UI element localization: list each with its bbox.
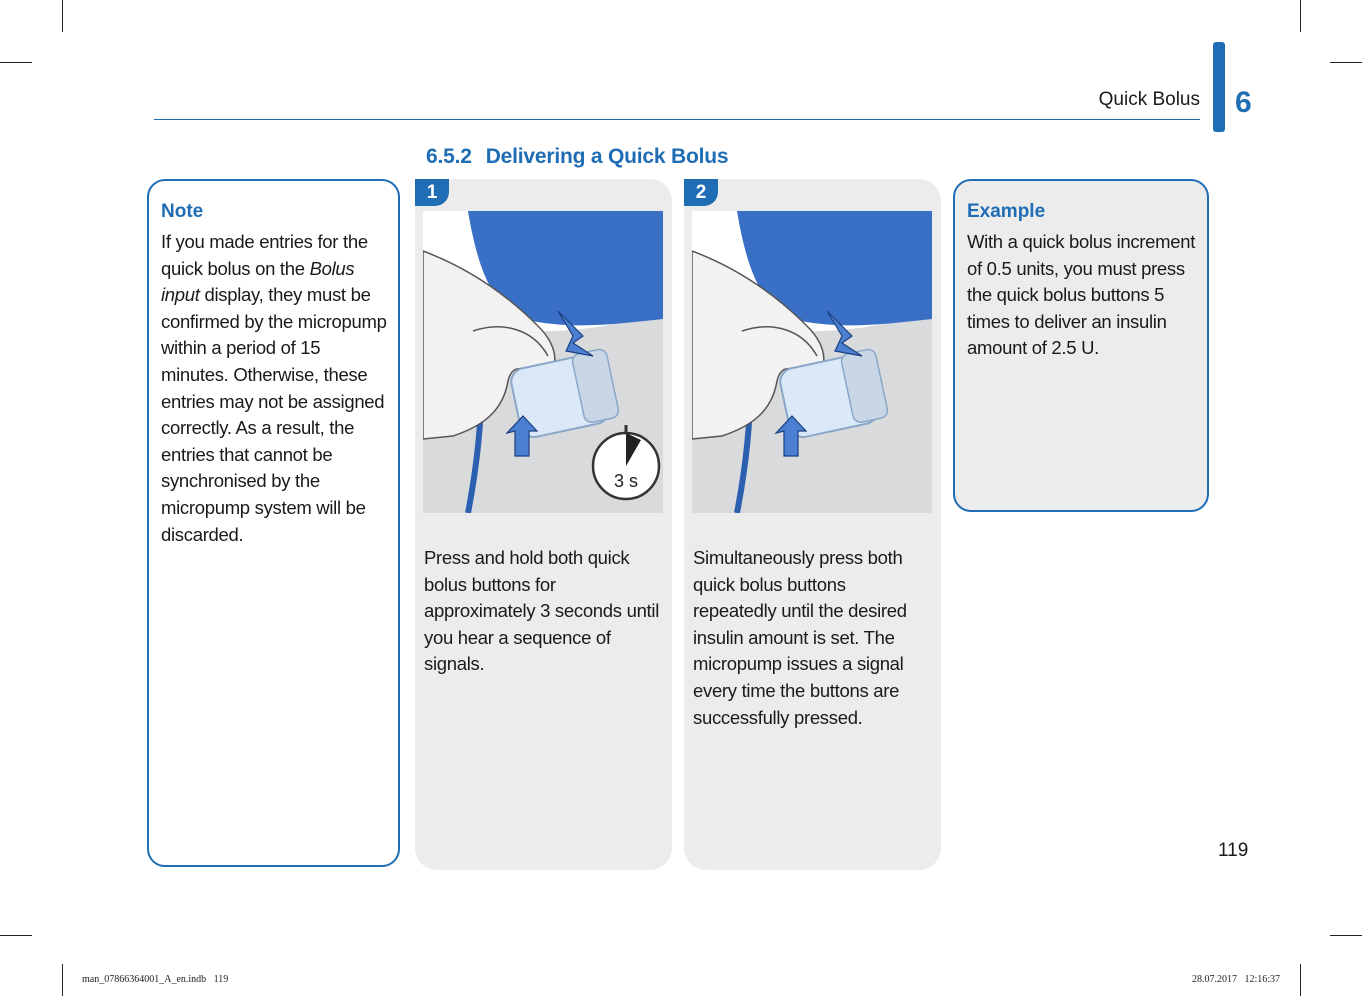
page-number: 119 (1218, 840, 1249, 861)
example-text: With a quick bolus increment of 0.5 units, you must press the quick bolus buttons 5 times to deliver an insulin amount of 2.5 U. (967, 231, 1196, 359)
crop-mark (62, 964, 63, 996)
note-text-part: display, they must be confirmed by the micropump within a period of 15 minutes. Otherwise, these entries may not be assigned correctly. As a result, the entries that cannot be synchronised by the micropump system will be discarded. (161, 284, 387, 545)
note-text-part: If you made entries for the quick bolus on the (161, 231, 368, 279)
crop-mark (1300, 0, 1301, 32)
footer-file: man_07866364001_A_en.indb 119 (82, 974, 229, 985)
section-title-text: Delivering a Quick Bolus (485, 145, 729, 168)
crop-mark (0, 935, 32, 936)
step-2-badge: 2 (684, 179, 718, 206)
crop-mark (0, 62, 32, 63)
section-number: 6.5.2 (426, 145, 472, 168)
example-box (953, 179, 1209, 512)
footer-timestamp: 28.07.2017 12:16:37 (1191, 974, 1280, 985)
chapter-number: 6 (1235, 86, 1252, 119)
example-heading: Example (967, 201, 1046, 222)
crop-mark (1300, 964, 1301, 996)
note-text-italic: Bolus input (161, 257, 355, 306)
note-heading: Note (161, 201, 204, 222)
header-rule (154, 119, 1200, 120)
crop-mark (62, 0, 63, 32)
step-2-illustration (692, 211, 932, 513)
crop-mark (1330, 62, 1362, 63)
note-box (147, 179, 400, 867)
note-text (161, 229, 388, 548)
chapter-tab (1213, 42, 1225, 132)
timer-label: 3 s (613, 471, 639, 491)
step-1-text: Press and hold both quick bolus buttons for approximately 3 seconds until you hear a sequence of signals. (424, 547, 660, 675)
crop-mark (1330, 935, 1362, 936)
section-title (426, 145, 728, 169)
step-1-badge: 1 (415, 179, 449, 206)
running-header-title: Quick Bolus (1098, 89, 1200, 110)
step-1-illustration (423, 211, 663, 513)
step-2-text: Simultaneously press both quick bolus buttons repeatedly until the desired insulin amount is set. The micropump issues a signal every time the buttons are successfully pressed. (693, 547, 907, 728)
